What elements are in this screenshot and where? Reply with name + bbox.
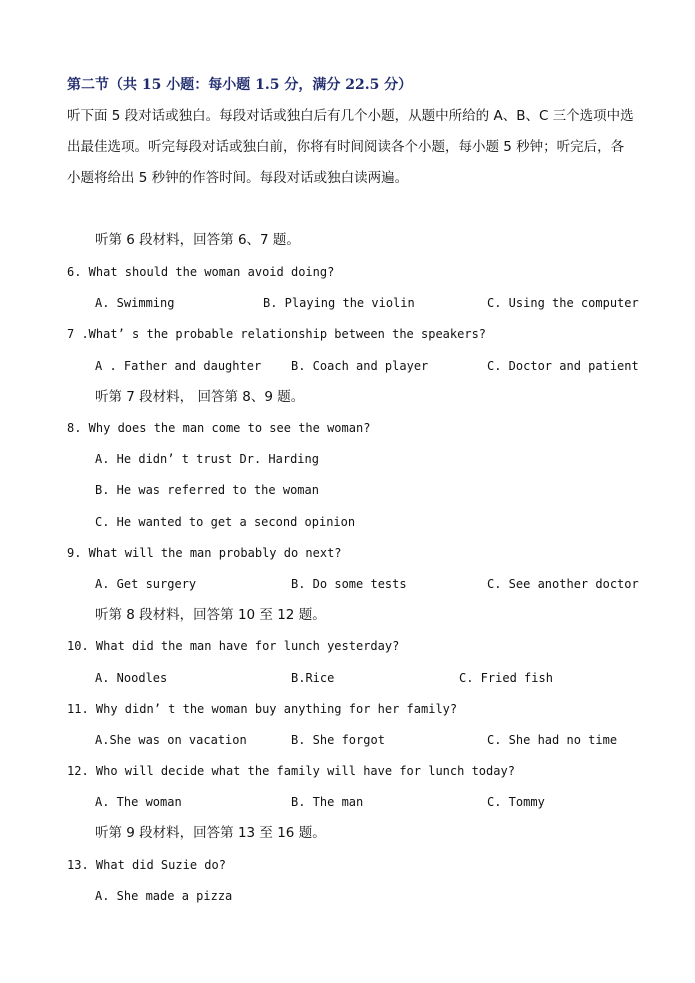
question-12-option-b: B. The man <box>291 795 364 809</box>
question-9-option-c: C. See another doctor <box>487 577 639 591</box>
question-9: 9. What will the man probably do next? <box>67 546 342 560</box>
question-8-option-c: C. He wanted to get a second opinion <box>95 515 356 529</box>
question-8-option-a: A. He didn’ t trust Dr. Harding <box>95 452 319 466</box>
question-11: 11. Why didn’ t the woman buy anything for her family? <box>67 702 458 716</box>
question-12: 12. Who will decide what the family will have for lunch today? <box>67 764 515 778</box>
question-8-option-b: B. He was referred to the woman <box>95 483 319 497</box>
question-11-option-a: A.She was on vacation <box>95 733 247 747</box>
question-7-option-b: B. Coach and player <box>291 359 429 373</box>
question-11-option-b: B. She forgot <box>291 733 385 747</box>
question-6-option-a: A. Swimming <box>95 296 175 310</box>
question-8: 8. Why does the man come to see the woman? <box>67 421 371 435</box>
question-6-option-c: C. Using the computer <box>487 296 639 310</box>
passage-9-instruction: 听第 9 段材料，回答第 13 至 16 题。 <box>95 825 326 841</box>
section-instructions: 听下面 5 段对话或独白。每段对话或独白后有几个小题，从题中所给的 A、B、C 三个选项中选出最佳选项。听完每段对话或独白前，你将有时间阅读各个小题，每小题 5 秒钟；听完后，各小题将给出 5 秒钟的作答时间。每段对话或独白读两遍。 <box>67 108 634 186</box>
passage-8-instruction: 听第 8 段材料，回答第 10 至 12 题。 <box>95 607 326 623</box>
question-6-option-b: B. Playing the violin <box>263 296 415 310</box>
question-12-option-a: A. The woman <box>95 795 182 809</box>
question-9-option-a: A. Get surgery <box>95 577 197 591</box>
question-7-option-a: A . Father and daughter <box>95 359 262 373</box>
passage-6-instruction: 听第 6 段材料，回答第 6、7 题。 <box>95 232 300 248</box>
question-6: 6. What should the woman avoid doing? <box>67 265 335 279</box>
question-10-option-a: A. Noodles <box>95 671 168 685</box>
question-10: 10. What did the man have for lunch yesterday? <box>67 639 400 653</box>
question-10-option-b: B.Rice <box>291 671 335 685</box>
question-13-option-a: A. She made a pizza <box>95 889 233 903</box>
question-12-option-c: C. Tommy <box>487 795 545 809</box>
question-11-option-c: C. She had no time <box>487 733 618 747</box>
question-10-option-c: C. Fried fish <box>459 671 553 685</box>
section-heading: 第二节（共 15 小题：每小题 1.5 分，满分 22.5 分） <box>67 77 413 93</box>
question-7-option-c: C. Doctor and patient <box>487 359 639 373</box>
question-9-option-b: B. Do some tests <box>291 577 407 591</box>
passage-7-instruction: 听第 7 段材料， 回答第 8、9 题。 <box>95 389 305 405</box>
question-13: 13. What did Suzie do? <box>67 858 226 872</box>
question-7: 7 .What’ s the probable relationship between the speakers? <box>67 327 487 341</box>
